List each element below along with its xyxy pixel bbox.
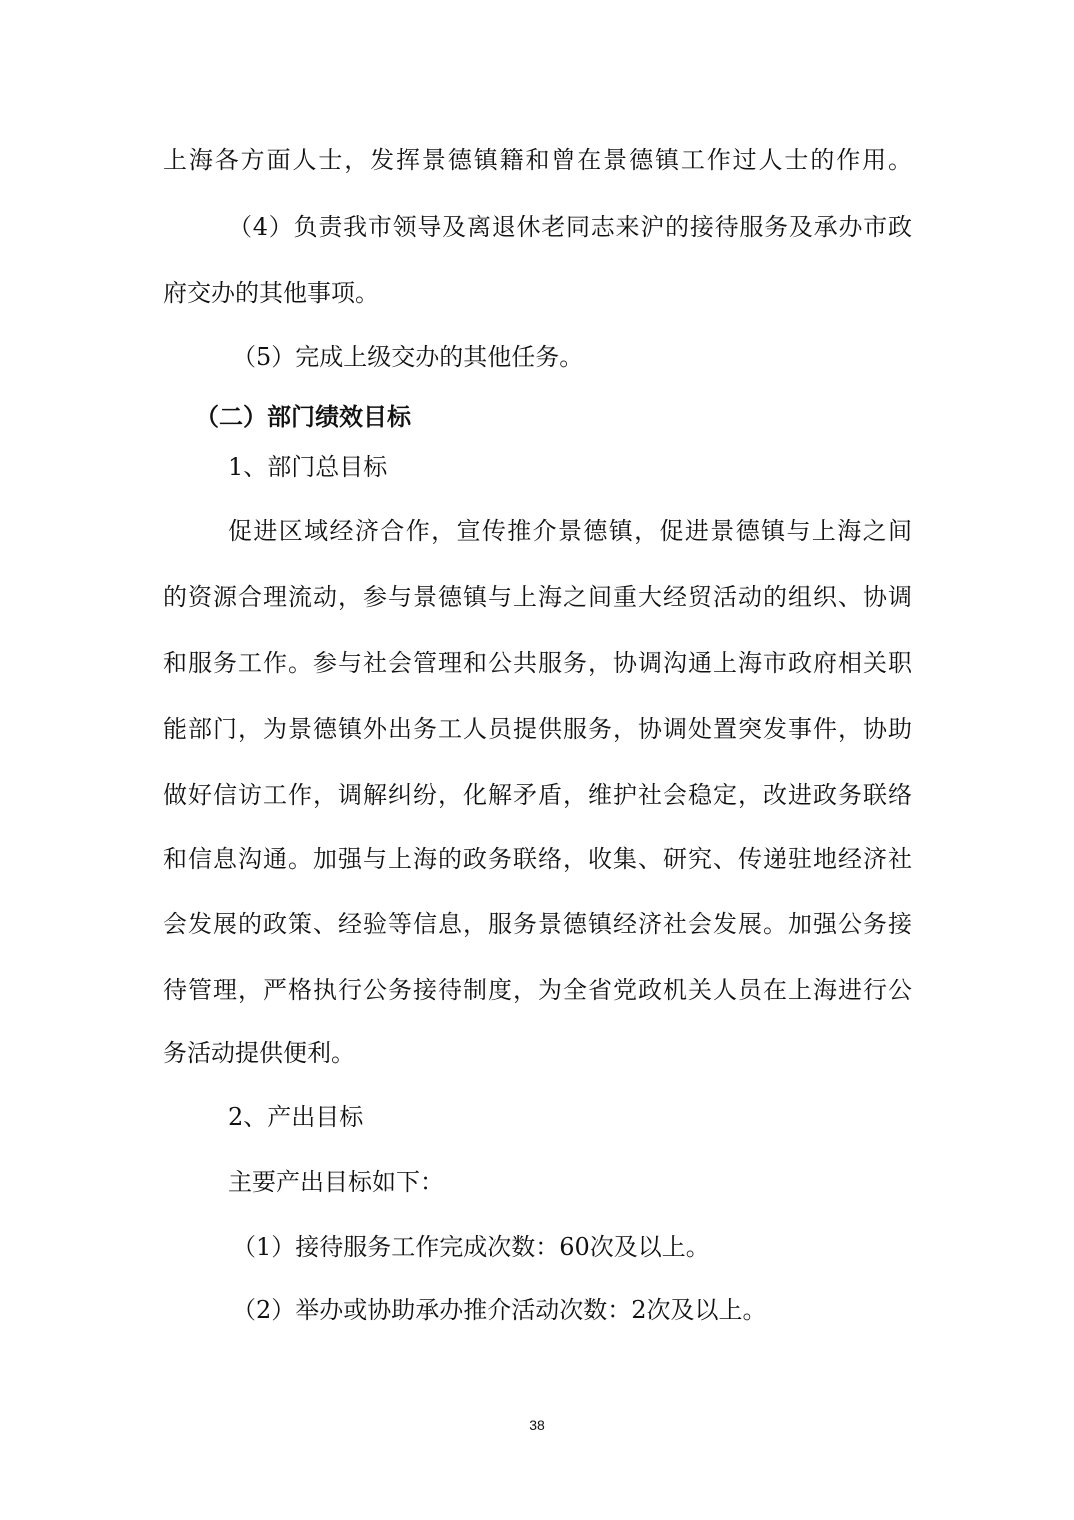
paragraph-line: 务活动提供便利。 xyxy=(163,1039,355,1067)
paragraph-line: 促进区域经济合作，宣传推介景德镇，促进景德镇与上海之间 xyxy=(228,517,912,545)
page-number: 38 xyxy=(529,1417,545,1433)
paragraph-line: 待管理，严格执行公务接待制度，为全省党政机关人员在上海进行公 xyxy=(163,976,912,1004)
paragraph-line: 做好信访工作，调解纠纷，化解矛盾，维护社会稳定，改进政务联络 xyxy=(163,781,912,809)
paragraph-line: 会发展的政策、经验等信息，服务景德镇经济社会发展。加强公务接 xyxy=(163,910,912,938)
paragraph-line: 和服务工作。参与社会管理和公共服务，协调沟通上海市政府相关职 xyxy=(163,649,912,677)
output-item-1: （1）接待服务工作完成次数：60次及以上。 xyxy=(232,1233,710,1261)
paragraph-line: 的资源合理流动，参与景德镇与上海之间重大经贸活动的组织、协调 xyxy=(163,583,912,611)
subheading-output-goal: 2、产出目标 xyxy=(228,1103,364,1131)
list-item-5: （5）完成上级交办的其他任务。 xyxy=(232,343,584,371)
list-item-4: （4）负责我市领导及离退休老同志来沪的接待服务及承办市政 xyxy=(228,213,912,241)
subheading-overall-goal: 1、部门总目标 xyxy=(228,453,388,481)
paragraph-line: 能部门，为景德镇外出务工人员提供服务，协调处置突发事件，协助 xyxy=(163,715,912,743)
output-item-2: （2）举办或协助承办推介活动次数：2次及以上。 xyxy=(232,1296,767,1324)
list-item-4-cont: 府交办的其他事项。 xyxy=(163,279,379,307)
output-intro: 主要产出目标如下： xyxy=(228,1168,444,1196)
body-line: 上海各方面人士，发挥景德镇籍和曾在景德镇工作过人士的作用。 xyxy=(163,146,912,174)
paragraph-line: 和信息沟通。加强与上海的政务联络，收集、研究、传递驻地经济社 xyxy=(163,845,912,873)
section-heading: （二）部门绩效目标 xyxy=(195,402,411,431)
